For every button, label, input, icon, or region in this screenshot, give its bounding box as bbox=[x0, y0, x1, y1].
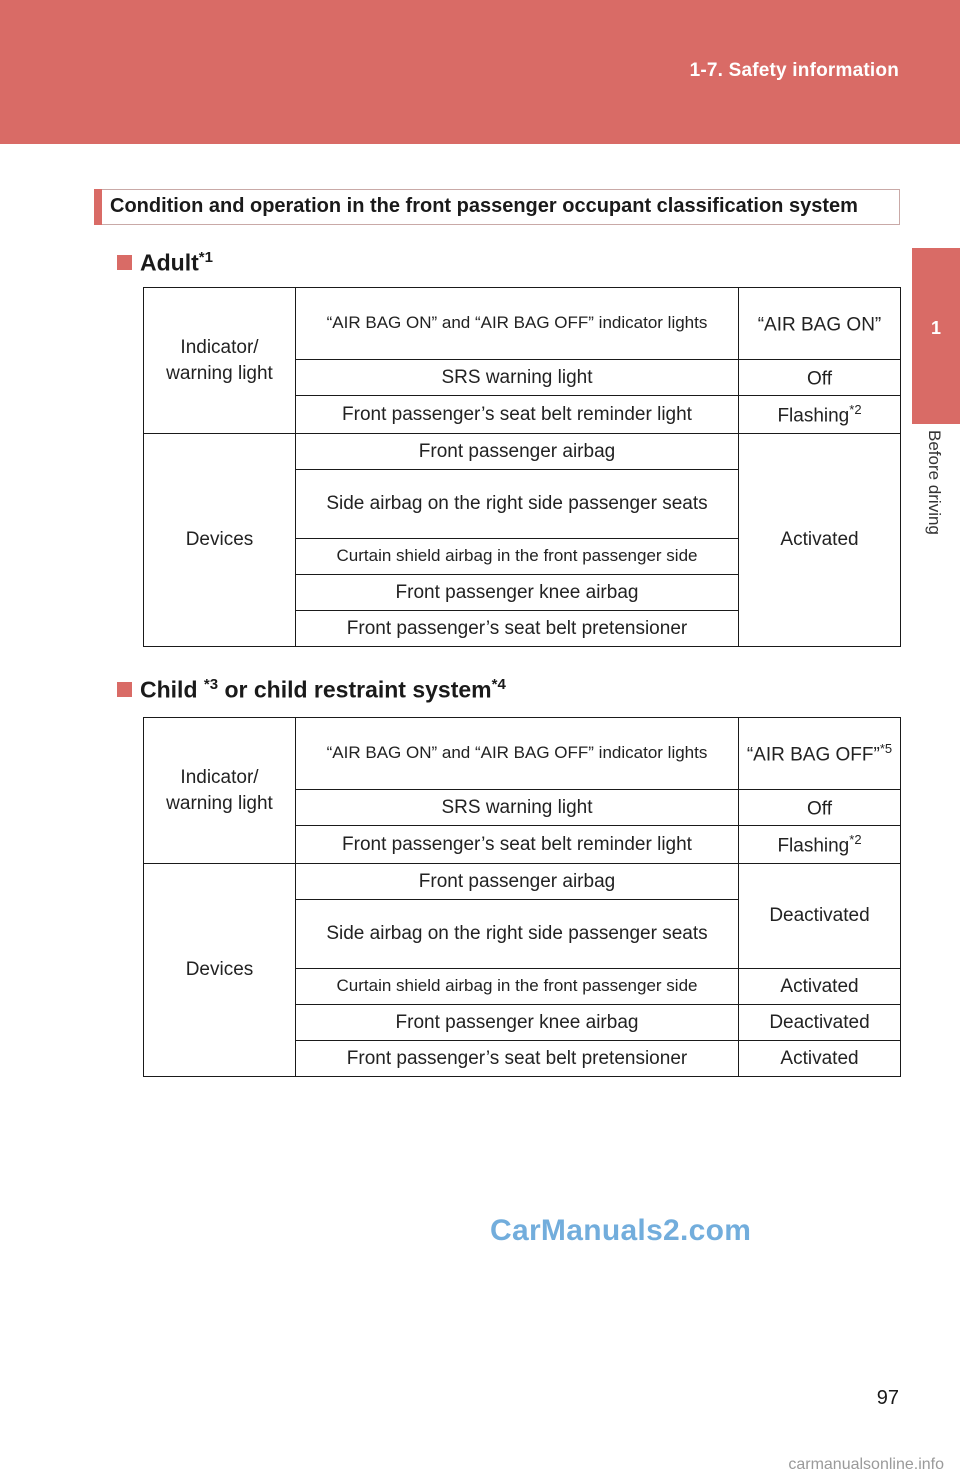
status-footnote: *5 bbox=[879, 740, 893, 756]
item-cell: Side airbag on the right side passenger seats bbox=[296, 470, 739, 539]
status-cell: Deactivated bbox=[739, 1005, 901, 1041]
item-cell: Front passenger’s seat belt pretensioner bbox=[296, 1041, 739, 1077]
bullet-square-icon bbox=[117, 682, 132, 697]
status-text: “AIR BAG ON” bbox=[757, 313, 882, 335]
adult-table bbox=[143, 287, 901, 647]
table-row bbox=[144, 864, 901, 900]
chapter-side-label-text: Before driving bbox=[925, 430, 944, 535]
status-text: Flashing bbox=[777, 834, 850, 856]
adult-heading-text: Adult bbox=[140, 249, 199, 276]
item-cell: SRS warning light bbox=[296, 790, 739, 826]
item-cell: Front passenger’s seat belt pretensioner bbox=[296, 611, 739, 647]
indicator-label-cell bbox=[144, 718, 296, 864]
item-cell: Front passenger airbag bbox=[296, 864, 739, 900]
table-row bbox=[144, 434, 901, 470]
item-cell: Curtain shield airbag in the front passenger side bbox=[296, 969, 739, 1005]
status-text: Off bbox=[807, 797, 832, 819]
section-accent bbox=[94, 189, 102, 225]
status-cell: Activated bbox=[739, 434, 901, 647]
status-cell: Deactivated bbox=[739, 864, 901, 969]
item-cell: Curtain shield airbag in the front passenger side bbox=[296, 539, 739, 575]
indicator-label-cell bbox=[144, 288, 296, 434]
status-cell bbox=[739, 360, 901, 396]
item-cell: Front passenger’s seat belt reminder light bbox=[296, 396, 739, 434]
child-heading-text-a: Child bbox=[140, 676, 204, 703]
indicator-label: Indicator/ warning light bbox=[166, 766, 273, 814]
chapter-title: 1-7. Safety information bbox=[689, 60, 899, 81]
status-cell bbox=[739, 826, 901, 864]
header-band bbox=[0, 0, 960, 144]
watermark-logo: CarManuals2.com bbox=[490, 1214, 752, 1247]
page-number: 97 bbox=[876, 1387, 899, 1409]
chapter-side-label bbox=[912, 430, 960, 550]
status-text: Off bbox=[807, 367, 832, 389]
adult-heading bbox=[117, 249, 213, 277]
item-cell: Front passenger’s seat belt reminder light bbox=[296, 826, 739, 864]
table-row bbox=[144, 718, 901, 790]
devices-label-cell: Devices bbox=[144, 864, 296, 1077]
chapter-tab bbox=[912, 248, 960, 424]
child-heading-text-b: or child restraint system bbox=[218, 676, 492, 703]
section-title: Condition and operation in the front passenger occupant classification system bbox=[110, 195, 858, 217]
status-footnote: *2 bbox=[849, 401, 862, 417]
child-heading-footnote-b: *4 bbox=[491, 676, 506, 693]
status-footnote: *2 bbox=[849, 831, 862, 847]
status-cell bbox=[739, 396, 901, 434]
child-heading-footnote-a: *3 bbox=[203, 676, 219, 693]
child-table bbox=[143, 717, 901, 1077]
status-cell bbox=[739, 288, 901, 360]
table-row bbox=[144, 288, 901, 360]
item-cell: Side airbag on the right side passenger seats bbox=[296, 900, 739, 969]
item-cell: “AIR BAG ON” and “AIR BAG OFF” indicator lights bbox=[296, 288, 739, 360]
status-cell bbox=[739, 718, 901, 790]
footer-watermark: carmanualsonline.info bbox=[788, 1456, 944, 1473]
bullet-square-icon bbox=[117, 255, 132, 270]
status-cell bbox=[739, 790, 901, 826]
status-cell: Activated bbox=[739, 1041, 901, 1077]
adult-heading-footnote: *1 bbox=[198, 249, 213, 266]
devices-label-cell: Devices bbox=[144, 434, 296, 647]
status-cell: Activated bbox=[739, 969, 901, 1005]
item-cell: Front passenger airbag bbox=[296, 434, 739, 470]
section-heading bbox=[94, 189, 900, 225]
item-cell: “AIR BAG ON” and “AIR BAG OFF” indicator lights bbox=[296, 718, 739, 790]
item-cell: Front passenger knee airbag bbox=[296, 1005, 739, 1041]
indicator-label: Indicator/ warning light bbox=[166, 336, 273, 384]
status-text: Flashing bbox=[777, 404, 850, 426]
child-heading bbox=[117, 676, 506, 704]
status-text: “AIR BAG OFF” bbox=[746, 743, 880, 765]
item-cell: SRS warning light bbox=[296, 360, 739, 396]
chapter-number: 1 bbox=[930, 318, 941, 338]
item-cell: Front passenger knee airbag bbox=[296, 575, 739, 611]
